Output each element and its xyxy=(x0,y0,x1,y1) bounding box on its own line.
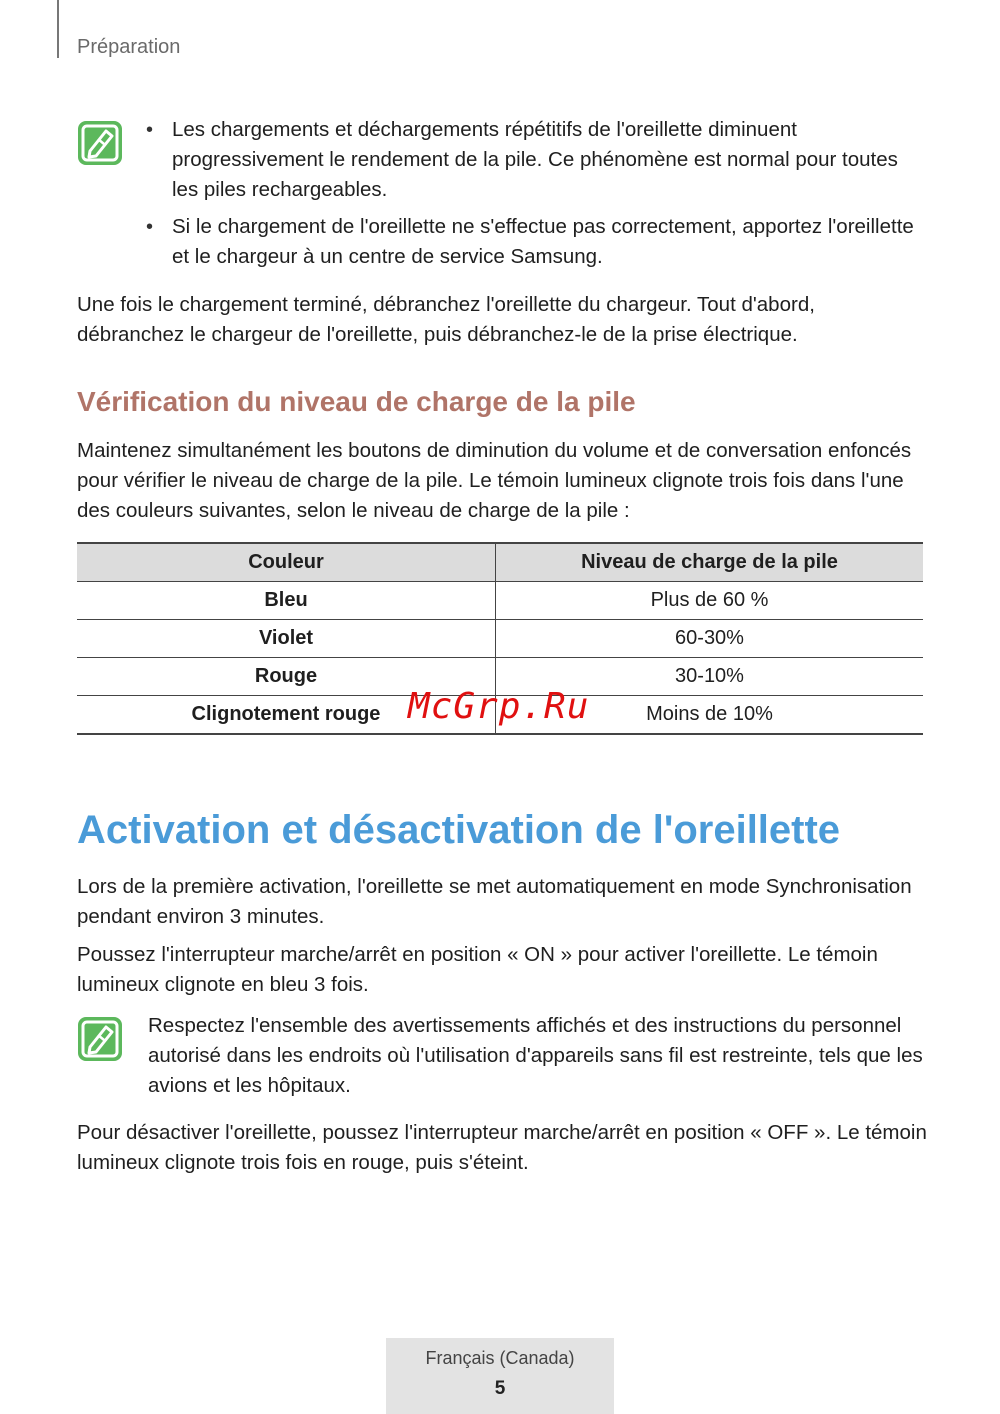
page-footer xyxy=(386,1338,614,1414)
page-section-label: Préparation xyxy=(77,36,181,58)
table-header-color: Couleur xyxy=(77,543,496,582)
table-row xyxy=(77,582,923,620)
table-header-level: Niveau de charge de la pile xyxy=(496,543,924,582)
table-header-row xyxy=(77,543,923,582)
battery-section-title: Vérification du niveau de charge de la pile xyxy=(77,386,636,417)
note-bullet-2: Si le chargement de l'oreillette ne s'effectue pas correctement, apportez l'oreillette et le chargeur à un centre de service Samsung. xyxy=(172,215,914,268)
power-paragraph-1: Lors de la première activation, l'oreillette se met automatiquement en mode Synchronisation pendant environ 3 minutes. xyxy=(77,875,912,928)
power-paragraph-2: Poussez l'interrupteur marche/arrêt en position « ON » pour activer l'oreillette. Le témoin lumineux clignote en bleu 3 fois. xyxy=(77,943,878,996)
watermark-text: McGrp.Ru xyxy=(408,686,590,727)
table-cell-color: Rouge xyxy=(77,658,496,696)
table-cell-color: Violet xyxy=(77,620,496,658)
table-row xyxy=(77,620,923,658)
table-cell-level: Plus de 60 % xyxy=(496,582,924,620)
note-icon xyxy=(76,1015,124,1063)
paragraph-after-charge: Une fois le chargement terminé, débranchez l'oreillette du chargeur. Tout d'abord, débranchez le chargeur de l'oreillette, puis débranchez-le de la prise électrique. xyxy=(77,293,815,346)
bullet-dot: • xyxy=(146,119,154,141)
footer-language: Français (Canada) xyxy=(425,1348,575,1368)
header-divider xyxy=(57,0,59,58)
page-number: 5 xyxy=(494,1378,506,1399)
power-paragraph-3: Pour désactiver l'oreillette, poussez l'interrupteur marche/arrêt en position « OFF ». Le témoin lumineux clignote trois fois en rouge, puis s'éteint. xyxy=(77,1121,927,1174)
table-cell-color: Clignotement rouge xyxy=(77,696,496,735)
power-section-title: Activation et désactivation de l'oreillette xyxy=(77,808,841,852)
note-icon xyxy=(76,119,124,167)
table-cell-level: 30-10% xyxy=(496,658,924,696)
table-cell-color: Bleu xyxy=(77,582,496,620)
table-cell-level: Moins de 10% xyxy=(496,696,924,735)
battery-section-intro: Maintenez simultanément les boutons de diminution du volume et de conversation enfoncés pour vérifier le niveau de charge de la pile. Le témoin lumineux clignote trois fois dans l'une des couleurs suivantes, selon le niveau de charge de la pile : xyxy=(77,439,912,522)
note-bullet-1: Les chargements et déchargements répétitifs de l'oreillette diminuent progressivement le rendement de la pile. Ce phénomène est normal pour toutes les piles rechargeables. xyxy=(172,118,898,201)
table-cell-level: 60-30% xyxy=(496,620,924,658)
power-note-text: Respectez l'ensemble des avertissements affichés et des instructions du personnel autorisé dans les endroits où l'utilisation d'appareils sans fil est restreinte, tels que les avions et les hôpitaux. xyxy=(148,1014,923,1097)
bullet-dot: • xyxy=(146,216,154,238)
